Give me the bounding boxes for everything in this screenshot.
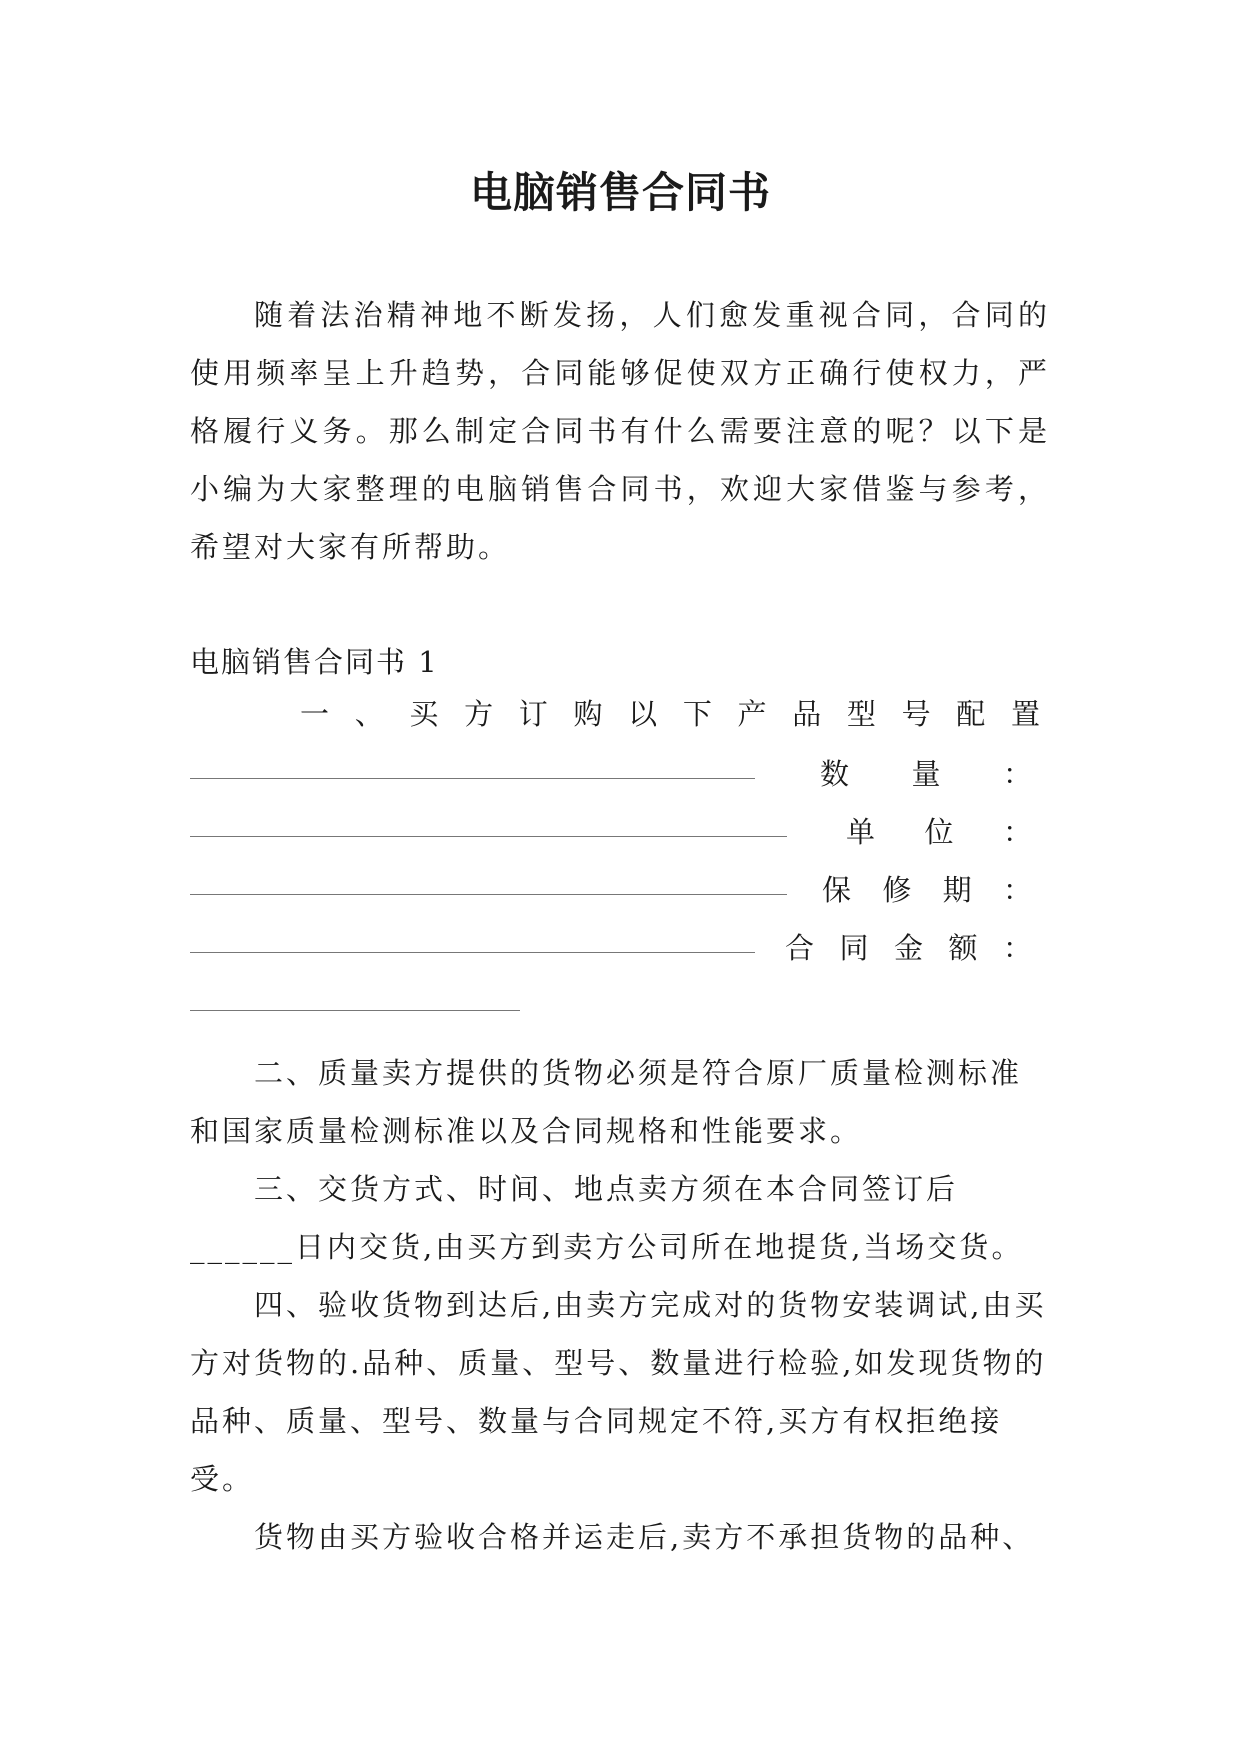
contract-subheading: 电脑销售合同书 1 [190, 645, 439, 679]
section4-paragraph: 四、验收货物到达后,由卖方完成对的货物安装调试,由买方对货物的.品种、质量、型号、数量进行检验,如发现货物的品种、质量、型号、数量与合同规定不符,买方有权拒绝接受。 [190, 1288, 1047, 1496]
warranty-label: 保 修 期 ： [822, 873, 1032, 907]
section1-heading [190, 692, 1050, 732]
amount-row [190, 926, 1050, 966]
section2-paragraph: 二、质量卖方提供的货物必须是符合原厂质量检测标准和国家质量检测标准以及合同规格和性能要求。 [190, 1056, 1023, 1148]
intro-paragraph: 随着法治精神地不断发扬，人们愈发重视合同，合同的使用频率呈上升趋势，合同能够促使双方正确行使权力，严格履行义务。那么制定合同书有什么需要注意的呢？以下是小编为大家整理的电脑销售合同书，欢迎大家借鉴与参考，希望对大家有所帮助。 [190, 298, 1050, 564]
document-title: 电脑销售合同书 [469, 168, 771, 217]
unit-row [190, 810, 1050, 850]
section1-heading-text: 一 、 买 方 订 购 以 下 产 品 型 号 配 置 [300, 697, 1040, 731]
quantity-label: 数 量 ： [820, 757, 1032, 791]
section5-paragraph: 货物由买方验收合格并运走后,卖方不承担货物的品种、 [254, 1520, 1035, 1554]
blank-line [190, 836, 787, 837]
blank-line [190, 894, 787, 895]
unit-label: 单 位 ： [846, 815, 1032, 849]
blank-line [190, 778, 755, 779]
amount-blank-row [190, 984, 1050, 1024]
warranty-row [190, 868, 1050, 908]
blank-line [190, 1010, 520, 1011]
quantity-row [190, 752, 1050, 792]
amount-label: 合 同 金 额 ： [785, 931, 1032, 965]
section3-paragraph: 三、交货方式、时间、地点卖方须在本合同签订后______日内交货,由买方到卖方公司所在地提货,当场交货。 [190, 1172, 1024, 1264]
blank-line [190, 952, 755, 953]
